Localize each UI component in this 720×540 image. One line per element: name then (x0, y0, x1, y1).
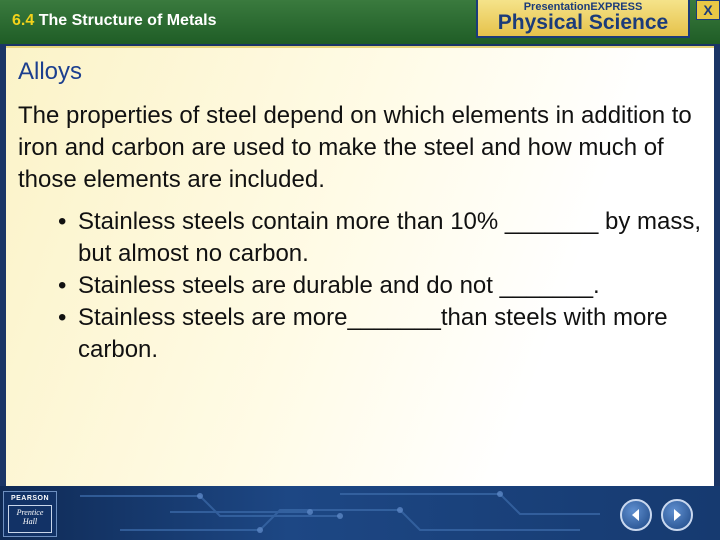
bullet-icon: • (58, 304, 67, 331)
bullet-text: Stainless steels are durable and do not _______. (78, 272, 600, 299)
section-number: 6.4 (12, 12, 35, 29)
close-button[interactable]: X (696, 0, 720, 20)
section-title: The Structure of Metals (38, 12, 217, 29)
slide-content (6, 46, 714, 486)
bullet-item (58, 270, 704, 302)
pearson-logo (3, 491, 57, 537)
bullet-icon: • (58, 272, 67, 299)
bullet-icon: • (58, 208, 67, 235)
logo-top-text: PEARSON (10, 495, 50, 502)
previous-slide-button[interactable] (620, 499, 652, 531)
slide-intro-text: The properties of steel depend on which elements in addition to iron and carbon are used to make the steel and how much of those elements are included. (18, 102, 692, 193)
left-triangle-icon (628, 507, 644, 523)
bullet-text: Stainless steels are more_______than steels with more carbon. (78, 304, 668, 363)
right-triangle-icon (669, 507, 685, 523)
slide-title: Alloys (18, 58, 83, 85)
bullet-text: Stainless steels contain more than 10% _______ by mass, but almost no carbon. (78, 208, 702, 267)
section-heading (12, 12, 217, 30)
next-slide-button[interactable] (661, 499, 693, 531)
brand-title: Physical Science (497, 11, 669, 34)
bullet-list (58, 206, 704, 366)
brand-subtitle: PresentationEXPRESS (523, 1, 643, 13)
logo-publisher-text: Prentice Hall (8, 505, 52, 533)
bullet-item (58, 302, 704, 366)
circuit-decoration (80, 486, 600, 540)
footer-bar (0, 486, 720, 540)
bullet-item (58, 206, 704, 270)
presentation-express-logo (476, 0, 690, 38)
